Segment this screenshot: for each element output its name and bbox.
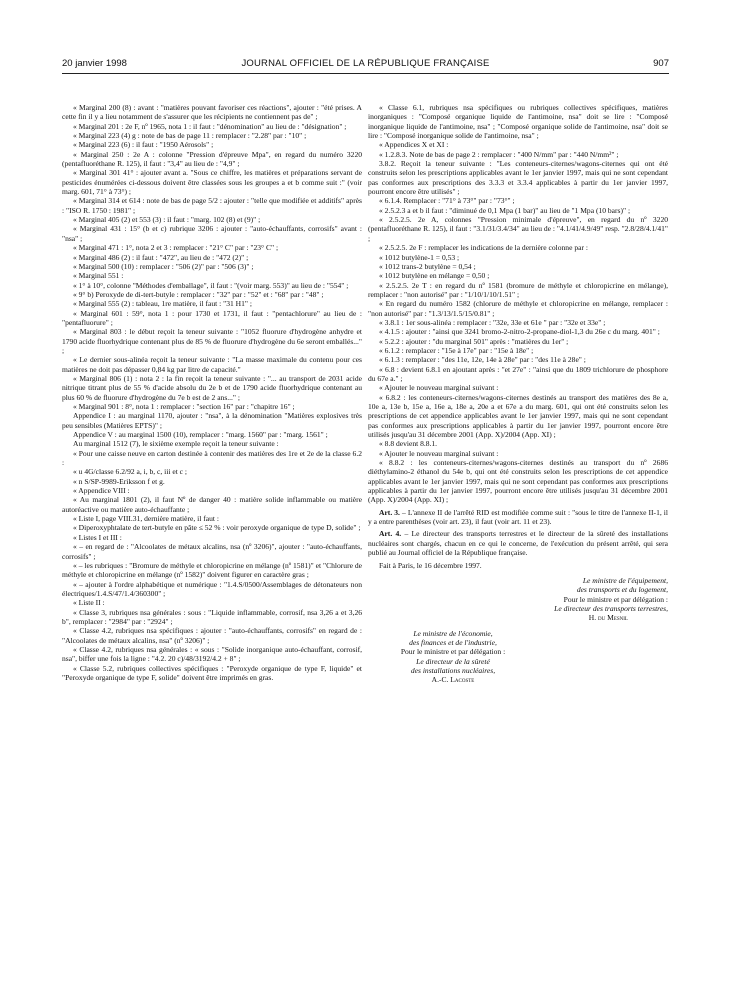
right-column-paragraph: « Ajouter le nouveau marginal suivant : <box>379 383 499 393</box>
signature-1-line4: Le directeur des transports terrestres, <box>554 603 668 613</box>
page-header <box>62 58 669 72</box>
left-column-paragraph: « Classe 4.2, rubriques nsa spécifiques : ajouter : "auto-échauffants, corrosifs" en regard de : "Alcoolates de métaux alcalins, nsa" (nº 3206)" ; <box>62 626 362 645</box>
right-column-paragraph: « 1012 butylène-1 = 0,53 ; <box>379 252 460 262</box>
article-4-text: – Le directeur des transports terrestres et le directeur de la sûreté des installations nucléaires sont chargés, chacun en ce qui le concerne, de l'exécution du présent arrêté, qui sera publié au Journal officiel de la République française. <box>368 529 669 558</box>
left-column-paragraph: « Marginal 601 : 59°, nota 1 : pour 1730 et 1731, il faut : "pentachlorure" au lieu de : "pentafluorure" ; <box>62 308 362 327</box>
right-column-paragraph: « 6.8.2 : les conteneurs-citernes/wagons-citernes destinés au transport des matières des 8e a, 10e a, 13e b, 15e a, 16e a, 18e a, 20e a et 67e a du marg. 601, qui ont été construits selon les prescriptions de cet appendice applicables avant le 1er janvier 1997, mais qui ne sont cependant pas conformes aux prescriptions applicables à partir du 1er janvier 1997, pourront encore être utilisés jusqu'au 31 décembre 2001 (App. X)/2004 (App. XI) ; <box>368 392 668 440</box>
right-column-paragraph: « Classe 6.1, rubriques nsa spécifiques ou rubriques collectives spécifiques, matières inorganiques : "Composé organique liquide de l'antimoine, nsa" doit se lire : "Composé inorganique liquide de l'antimoine, nsa" ; "Composé organique solide de l'antimoine, nsa" doit se lire : "Composé inorganique solide de l'antimoine, nsa" ; <box>368 103 668 141</box>
right-column-paragraph: « Appendices X et XI : <box>379 140 449 150</box>
left-column-paragraph: « Liste I, page VIII.31, dernière matière, il faut : <box>73 514 219 524</box>
right-column-paragraph: « Ajouter le nouveau marginal suivant : <box>379 448 499 458</box>
signature-1-line1: Le ministre de l'équipement, <box>582 575 668 585</box>
left-column-paragraph: « Classe 4.2, rubriques nsa générales : « sous : "Solide inorganique auto-échauffant, corrosif, nsa", biffer une fois la ligne : "4.2. 20 c)/48/3192/4.2 + 8" ; <box>62 644 362 664</box>
right-column-paragraph: « 1012 trans-2 butylène = 0,54 ; <box>379 261 476 271</box>
left-column-paragraph: « Marginal 201 : 2e F, nº 1965, nota 1 : il faut : "dénomination" au lieu de : "désignation" ; <box>73 121 347 131</box>
left-column-paragraph: Appendice I : au marginal 1170, ajouter : "nsa", à la dénomination "Matières explosives très peu sensibles (Matières EPTS)" ; <box>62 411 362 430</box>
signature-block-1 <box>368 576 668 623</box>
left-column-paragraph: « – ajouter à l'ordre alphabétique et numérique : "1.4.S/0500/Assemblages de détonateurs non électriques/1.4.S/47/1.4/360300" ; <box>62 579 362 598</box>
left-column-paragraph: « Marginal 471 : 1°, nota 2 et 3 : remplacer : "21° C" par : "23° C" ; <box>73 243 279 253</box>
signature-2-line4: Le directeur de la sûreté <box>416 656 490 666</box>
right-column-paragraph: « 2.5.2.5. 2e F : remplacer les indications de la dernière colonne par : <box>379 243 588 253</box>
left-column-paragraph: « Marginal 500 (10) : remplacer : "506 (2)" par : "506 (3)" ; <box>73 261 254 271</box>
article-4 <box>368 529 668 557</box>
left-column-paragraph: « Marginal 901 : 8°, nota 1 : remplacer : "section 16" par : "chapitre 16" ; <box>73 402 295 411</box>
page-number: 907 <box>653 58 669 69</box>
left-column-paragraph: « Marginal 803 : le début reçoit la teneur suivante : "1052 fluorure d'hydrogène anhydre et 1790 acide fluorhydrique contenant plus de 85 % de fluorure d'hydrogène du 6e seront emballés..." ; <box>62 327 362 355</box>
right-column-paragraph: « 1012 butylène en mélange = 0,50 ; <box>379 271 490 281</box>
right-column-paragraph: « 8.8.2 : les conteneurs-citernes/wagons-citernes destinés au transport du nº 2686 diéthylamino-2 éthanol du 54e b, qui ont été construits selon les prescriptions de cet appendice applicables avant le 1er janvier 1997, mais qui ne sont cependant pas conformes aux prescriptions applicables à partir du 1er janvier 1997, pourront encore être utilisés jusqu'au 31 décembre 2001 (App. X)/2004 (App. XI) ; <box>368 458 668 505</box>
left-column-paragraph: « Pour une caisse neuve en carton destinée à contenir des matières des 1re et 2e de la classe 6.2 : <box>62 448 362 468</box>
left-column-paragraph: « n S/SP-9989-Eriksson f et g. <box>73 476 165 486</box>
left-column-paragraph: « Marginal 405 (2) et 553 (3) : il faut : "marg. 102 (8) et (9)" ; <box>73 215 261 225</box>
left-column-paragraph: « Au marginal 1801 (2), il faut Nº de danger 40 : matière solide inflammable ou matière autoréactive ou matière auto-échauffante ; <box>62 495 362 514</box>
left-column-paragraph: « 1° à 10°, colonne "Méthodes d'emballage", il faut : "(voir marg. 553)" au lieu de : "554" ; <box>73 280 349 290</box>
left-column-paragraph: « – les rubriques : "Bromure de méthyle et chloropicrine en mélange (nº 1581)" et "Chlorure de méthyle et chloropicrine en mélange (nº 1582)" doivent figurer en caractère gras ; <box>62 560 362 580</box>
left-column <box>62 103 362 682</box>
article-3-text: – L'annexe II de l'arrêté RID est modifiée comme suit : "sous le titre de l'annexe II-1, il y a entre parenthèses (voir art. 23), il faut (voir art. 11 et 23). <box>368 507 668 527</box>
right-column-paragraph: « 6.1.3 : remplacer : "des 11e, 12e, 14e à 28e" par : "des 11e à 28e" ; <box>379 355 586 365</box>
left-column-paragraph: « Marginal 200 (8) : avant : "matières pouvant favoriser ces réactions", ajouter : "été prises. A cette fin il y a lieu notamment de s'assurer que les récipients ne contiennent pas de" ; <box>62 103 362 122</box>
signature-2-line3: Pour le ministre et par délégation : <box>400 647 506 657</box>
issue-date: 20 janvier 1998 <box>62 58 127 69</box>
right-column-paragraph: « 8.8 devient 8.8.1. <box>379 439 438 449</box>
signature-2-line1: Le ministre de l'économie, <box>413 628 493 638</box>
left-column-paragraph: « Marginal 250 : 2e A : colonne "Pression d'épreuve Mpa", en regard du numéro 3220 (pentafluoréthane R. 125), il faut : "3,4" au lieu de : "4,9" ; <box>62 149 362 169</box>
left-column-paragraph: Au marginal 1512 (7), le sixième exemple reçoit la teneur suivante : <box>73 439 279 449</box>
signature-1-line3: Pour le ministre et par délégation : <box>563 594 668 604</box>
left-column-paragraph: « Marginal 223 (4) g : note de bas de page 11 : remplacer : "2.28" par : "10" ; <box>73 131 307 141</box>
done-at: Fait à Paris, le 16 décembre 1997. <box>379 560 482 570</box>
left-column-paragraph: « Diperoxyphtalate de tert-butyle en pâte ≤ 52 % : voir peroxyde organique de type D, solide" ; <box>73 523 361 533</box>
right-column-paragraph: « 1.2.8.3. Note de bas de page 2 : remplacer : "400 N/mm" par : "440 N/mm²" ; <box>379 149 619 159</box>
signature-2-line2: des finances et de l'industrie, <box>409 637 497 647</box>
right-column-paragraph: « 2.5.2.5. 2e T : en regard du nº 1581 (bromure de méthyle et chloropicrine en mélange), remplacer : "non autorisé" par : "1/10/1/10/1.51" ; <box>368 280 668 299</box>
left-column-paragraph: « Liste II : <box>73 598 105 608</box>
right-column-paragraphs <box>368 103 668 505</box>
left-column-paragraph: « Marginal 301 41° : ajouter avant a. "Sous ce chiffre, les matières et préparations servant de pesticides énumérées ci-dessous doivent être classées sous les groupes a et b comme suit :" (voir marg. 601, 71° à 73°) ; <box>62 168 362 197</box>
left-column-paragraph: Appendice V : au marginal 1500 (10), remplacer : "marg. 1560" par : "marg. 1561" ; <box>73 430 328 440</box>
signature-block-2 <box>368 629 538 685</box>
right-column-paragraph: « 2.5.2.3 a et b il faut : "diminué de 0,1 Mpa (1 bar)" au lieu de "1 Mpa (10 bars)" ; <box>379 205 631 215</box>
signature-2-line5: des installations nucléaires, <box>410 665 496 675</box>
article-3 <box>368 508 668 527</box>
left-column-paragraph: « 9° b) Peroxyde de di-tert-butyle : remplacer : "32" par : "52" et : "68" par : "48" ; <box>73 289 324 299</box>
signature-2-name: A.-C. Lacoste <box>431 675 475 685</box>
right-column-paragraph: « 4.1.5 : ajouter : "ainsi que 3241 bromo-2-nitro-2-propane-diol-1,3 du 26e c du marg. 401" ; <box>379 327 660 337</box>
journal-title: JOURNAL OFFICIEL DE LA RÉPUBLIQUE FRANÇAISE <box>241 58 490 69</box>
signature-1-line2: des transports et du logement, <box>576 585 668 595</box>
left-column-paragraph: « – en regard de : "Alcoolates de métaux alcalins, nsa (nº 3206)", ajouter : "auto-échauffants, corrosifs" ; <box>62 542 362 561</box>
signature-1-name: H. du Mesnil <box>588 613 628 623</box>
left-column-paragraph: « Marginal 551 : <box>73 271 124 281</box>
right-column <box>368 103 668 685</box>
left-column-paragraph: « Classe 3, rubriques nsa générales : sous : "Liquide inflammable, corrosif, nsa 3,26 a et 3,26 b", remplacer : "2984" par : "2924" ; <box>62 607 362 626</box>
right-column-paragraph: « 5.2.2 : ajouter : "du marginal 501" après : "matières du 1er" ; <box>379 336 569 346</box>
left-column-paragraph: « Marginal 806 (1) : nota 2 : la fin reçoit la teneur suivante : "... au transport de 2031 acide nitrique titrant plus de 55 % d'acide absolu du 2e b et de 1790 acide fluorhydrique contenant au plus 60 % de fluorure d'hydrogène du 7e b est de 2 ans..." ; <box>62 373 362 402</box>
right-column-paragraph: « 6.8 : devient 6.8.1 en ajoutant après : "et 27e" : "ainsi que du 1809 trichlorure de phosphore du 67e a." ; <box>368 364 668 383</box>
header-rule <box>62 73 669 74</box>
left-column-paragraph: « Marginal 314 et 614 : note de bas de page 5/2 : ajouter : "telle que modifiée et additifs" après : "ISO R. 1750 : 1981" ; <box>62 196 362 215</box>
right-column-paragraph: « 3.8.1 : 1er sous-alinéa : remplacer : "32e, 33e et 61e " par : "32e et 33e" ; <box>379 317 606 327</box>
right-column-paragraph: « 2.5.2.5. 2e A, colonnes "Pression minimale d'épreuve", en regard du nº 3220 (pentafluoréthane R. 125), il faut : "3.1/31/3.4/34" au lieu de : "4.1/41/4.9/49" resp. "2.8/28/4.1/41" ; <box>368 215 668 243</box>
article-3-label: Art. 3. <box>379 507 400 517</box>
left-column-paragraph: « Marginal 555 (2) : tableau, 1re matière, il faut : "31 H1" ; <box>73 299 252 309</box>
right-column-paragraph: « En regard du numéro 1582 (chlorure de méthyle et chloropicrine en mélange, remplacer : "non autorisé" par : "1.3/13/1.5/15/0.81" ; <box>368 299 668 318</box>
left-column-paragraph: « Appendice VIII : <box>73 486 130 496</box>
article-4-label: Art. 4. <box>379 529 402 539</box>
right-column-paragraph: 3.8.2. Reçoit la teneur suivante : "Les conteneurs-citernes/wagons-citernes qui ont été construits selon les prescriptions applicables avant le 1er janvier 1997, mais qui ne sont cependant pas conformes aux prescriptions des 3.3.3 et 3.3.4 applicables à partir du 1er janvier 1997, pourront encore être utilisés" ; <box>368 159 668 197</box>
right-column-paragraph: « 6.1.4. Remplacer : "71° à 73°" par : "73°" ; <box>379 196 515 206</box>
left-column-paragraph: « u 4G/classe 6.2/92 a, i, b, c, iii et c ; <box>73 467 188 477</box>
left-column-paragraph: « Listes I et III : <box>73 532 122 542</box>
left-column-paragraph: « Marginal 223 (6) : il faut : "1950 Aérosols" ; <box>73 140 214 150</box>
left-column-paragraph: « Marginal 486 (2) : il faut : "472", au lieu de : "472 (2)" ; <box>73 252 249 262</box>
left-column-paragraph: « Le dernier sous-alinéa reçoit la teneur suivante : "La masse maximale du contenu pour ces matières ne doit pas dépasser 0,84 kg par litre de capacité." <box>62 355 362 374</box>
left-column-paragraph: « Classe 5.2, rubriques collectives spécifiques : "Peroxyde organique de type F, liquide" et "Peroxyde organique de type F, solide" doivent être imprimés en gras. <box>62 663 362 682</box>
left-column-paragraph: « Marginal 431 : 15° (b et c) rubrique 3206 : ajouter : "auto-échauffants, corrosifs" avant : "nsa" ; <box>62 224 362 243</box>
right-column-paragraph: « 6.1.2 : remplacer : "15e à 17e" par : "15e à 18e" ; <box>379 345 534 355</box>
